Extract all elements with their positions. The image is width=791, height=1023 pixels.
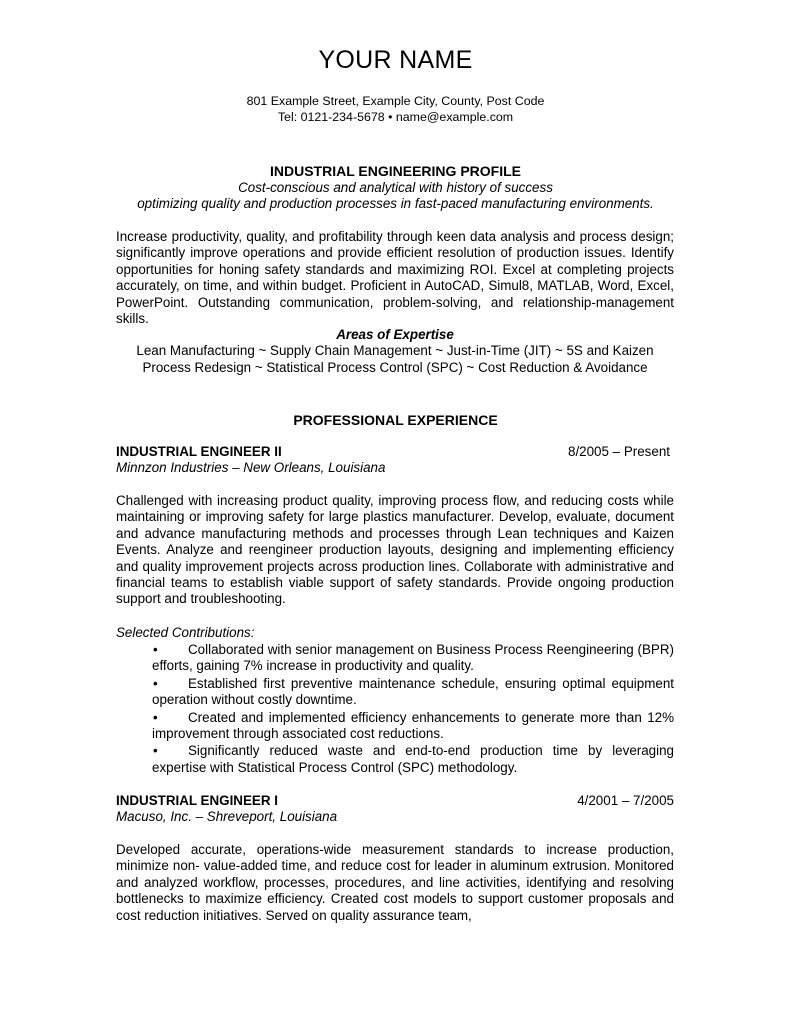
bullet-icon: • <box>153 642 158 657</box>
job-1-contributions-label: Selected Contributions: <box>116 625 255 640</box>
job-2-company: Macuso, Inc. – Shreveport, Louisiana <box>116 809 338 824</box>
candidate-name: YOUR NAME <box>318 46 473 74</box>
profile-summary: Increase productivity, quality, and profitability through keen data analysis and process design; significantly improve operations and provide efficient resolution of production issues. Identify opportunities for honing safety standards and maximizing ROI. Excel at completing projects accurately, on time, and within budget. Proficient in AutoCAD, Simul8, MATLAB, Word, Excel, PowerPoint. Outstanding communication, problem-solving, and relationship-management skills. <box>116 229 674 327</box>
phone-email-line: Tel: 0121-234-5678 • name@example.com <box>277 110 514 124</box>
job-1-title: INDUSTRIAL ENGINEER II <box>116 444 282 459</box>
job-1-contributions <box>116 642 674 776</box>
expertise-heading: Areas of Expertise <box>336 327 454 342</box>
experience-heading: PROFESSIONAL EXPERIENCE <box>293 412 498 428</box>
job-2-dates: 4/2001 – 7/2005 <box>577 793 674 808</box>
contact-block <box>0 93 791 125</box>
list-item <box>116 710 674 743</box>
contribution-text: Established first preventive maintenance schedule, ensuring optimal equipment operation without costly downtime. <box>152 675 674 708</box>
profile-tagline <box>0 180 791 213</box>
bullet-icon: • <box>153 709 158 725</box>
contribution-text: Significantly reduced waste and end-to-end production time by leveraging expertise with Statistical Process Control (SPC) methodology. <box>152 743 674 775</box>
list-item <box>116 743 674 776</box>
bullet-icon: • <box>153 675 158 691</box>
job-2-header <box>116 793 674 809</box>
job-1-description: Challenged with increasing product quality, improving process flow, and reducing costs while maintaining or improving safety for large plastics manufacturer. Develop, evaluate, document and advance manufacturing methods and processes through Lean techniques and Kaizen Events. Analyze and reengineer production layouts, designing and implementing efficiency and quality improvement projects across production lines. Collaborate with administrative and financial teams to establish viable support of safety standards. Provide ongoing production support and troubleshooting. <box>116 493 674 607</box>
expertise-line-2: Process Redesign ~ Statistical Process Control (SPC) ~ Cost Reduction & Avoidance <box>142 359 648 375</box>
job-1-dates: 8/2005 – Present <box>568 444 670 459</box>
job-1-company: Minnzon Industries – New Orleans, Louisiana <box>116 460 386 475</box>
job-2-description: Developed accurate, operations-wide measurement standards to increase production, minimize non- value-added time, and reduce cost for leader in aluminum extrusion. Monitored and analyzed workflow, processes, procedures, and line activities, identifying and resolving bottlenecks to maximize efficiency. Created cost models to support customer proposals and cost reduction initiatives. Served on quality assurance team, <box>116 842 674 923</box>
expertise-line-1: Lean Manufacturing ~ Supply Chain Management ~ Just-in-Time (JIT) ~ 5S and Kaizen <box>136 343 654 359</box>
list-item <box>116 676 674 709</box>
job-1-header <box>116 444 674 460</box>
job-2-title: INDUSTRIAL ENGINEER I <box>116 793 278 808</box>
contribution-text: Collaborated with senior management on Business Process Reengineering (BPR) efforts, gaining 7% increase in productivity and quality. <box>152 642 674 674</box>
contribution-text: Created and implemented efficiency enhancements to generate more than 12% improvement through associated cost reductions. <box>152 709 674 742</box>
profile-heading: INDUSTRIAL ENGINEERING PROFILE <box>270 163 521 179</box>
address-line: 801 Example Street, Example City, County, Post Code <box>246 94 545 108</box>
expertise-block <box>116 327 674 376</box>
contributions-list <box>116 642 674 776</box>
list-item <box>116 642 674 675</box>
bullet-icon: • <box>153 743 158 759</box>
tagline-line-2: optimizing quality and production processes in fast-paced manufacturing environments. <box>137 196 654 212</box>
tagline-line-1: Cost-conscious and analytical with history of success <box>238 180 553 195</box>
